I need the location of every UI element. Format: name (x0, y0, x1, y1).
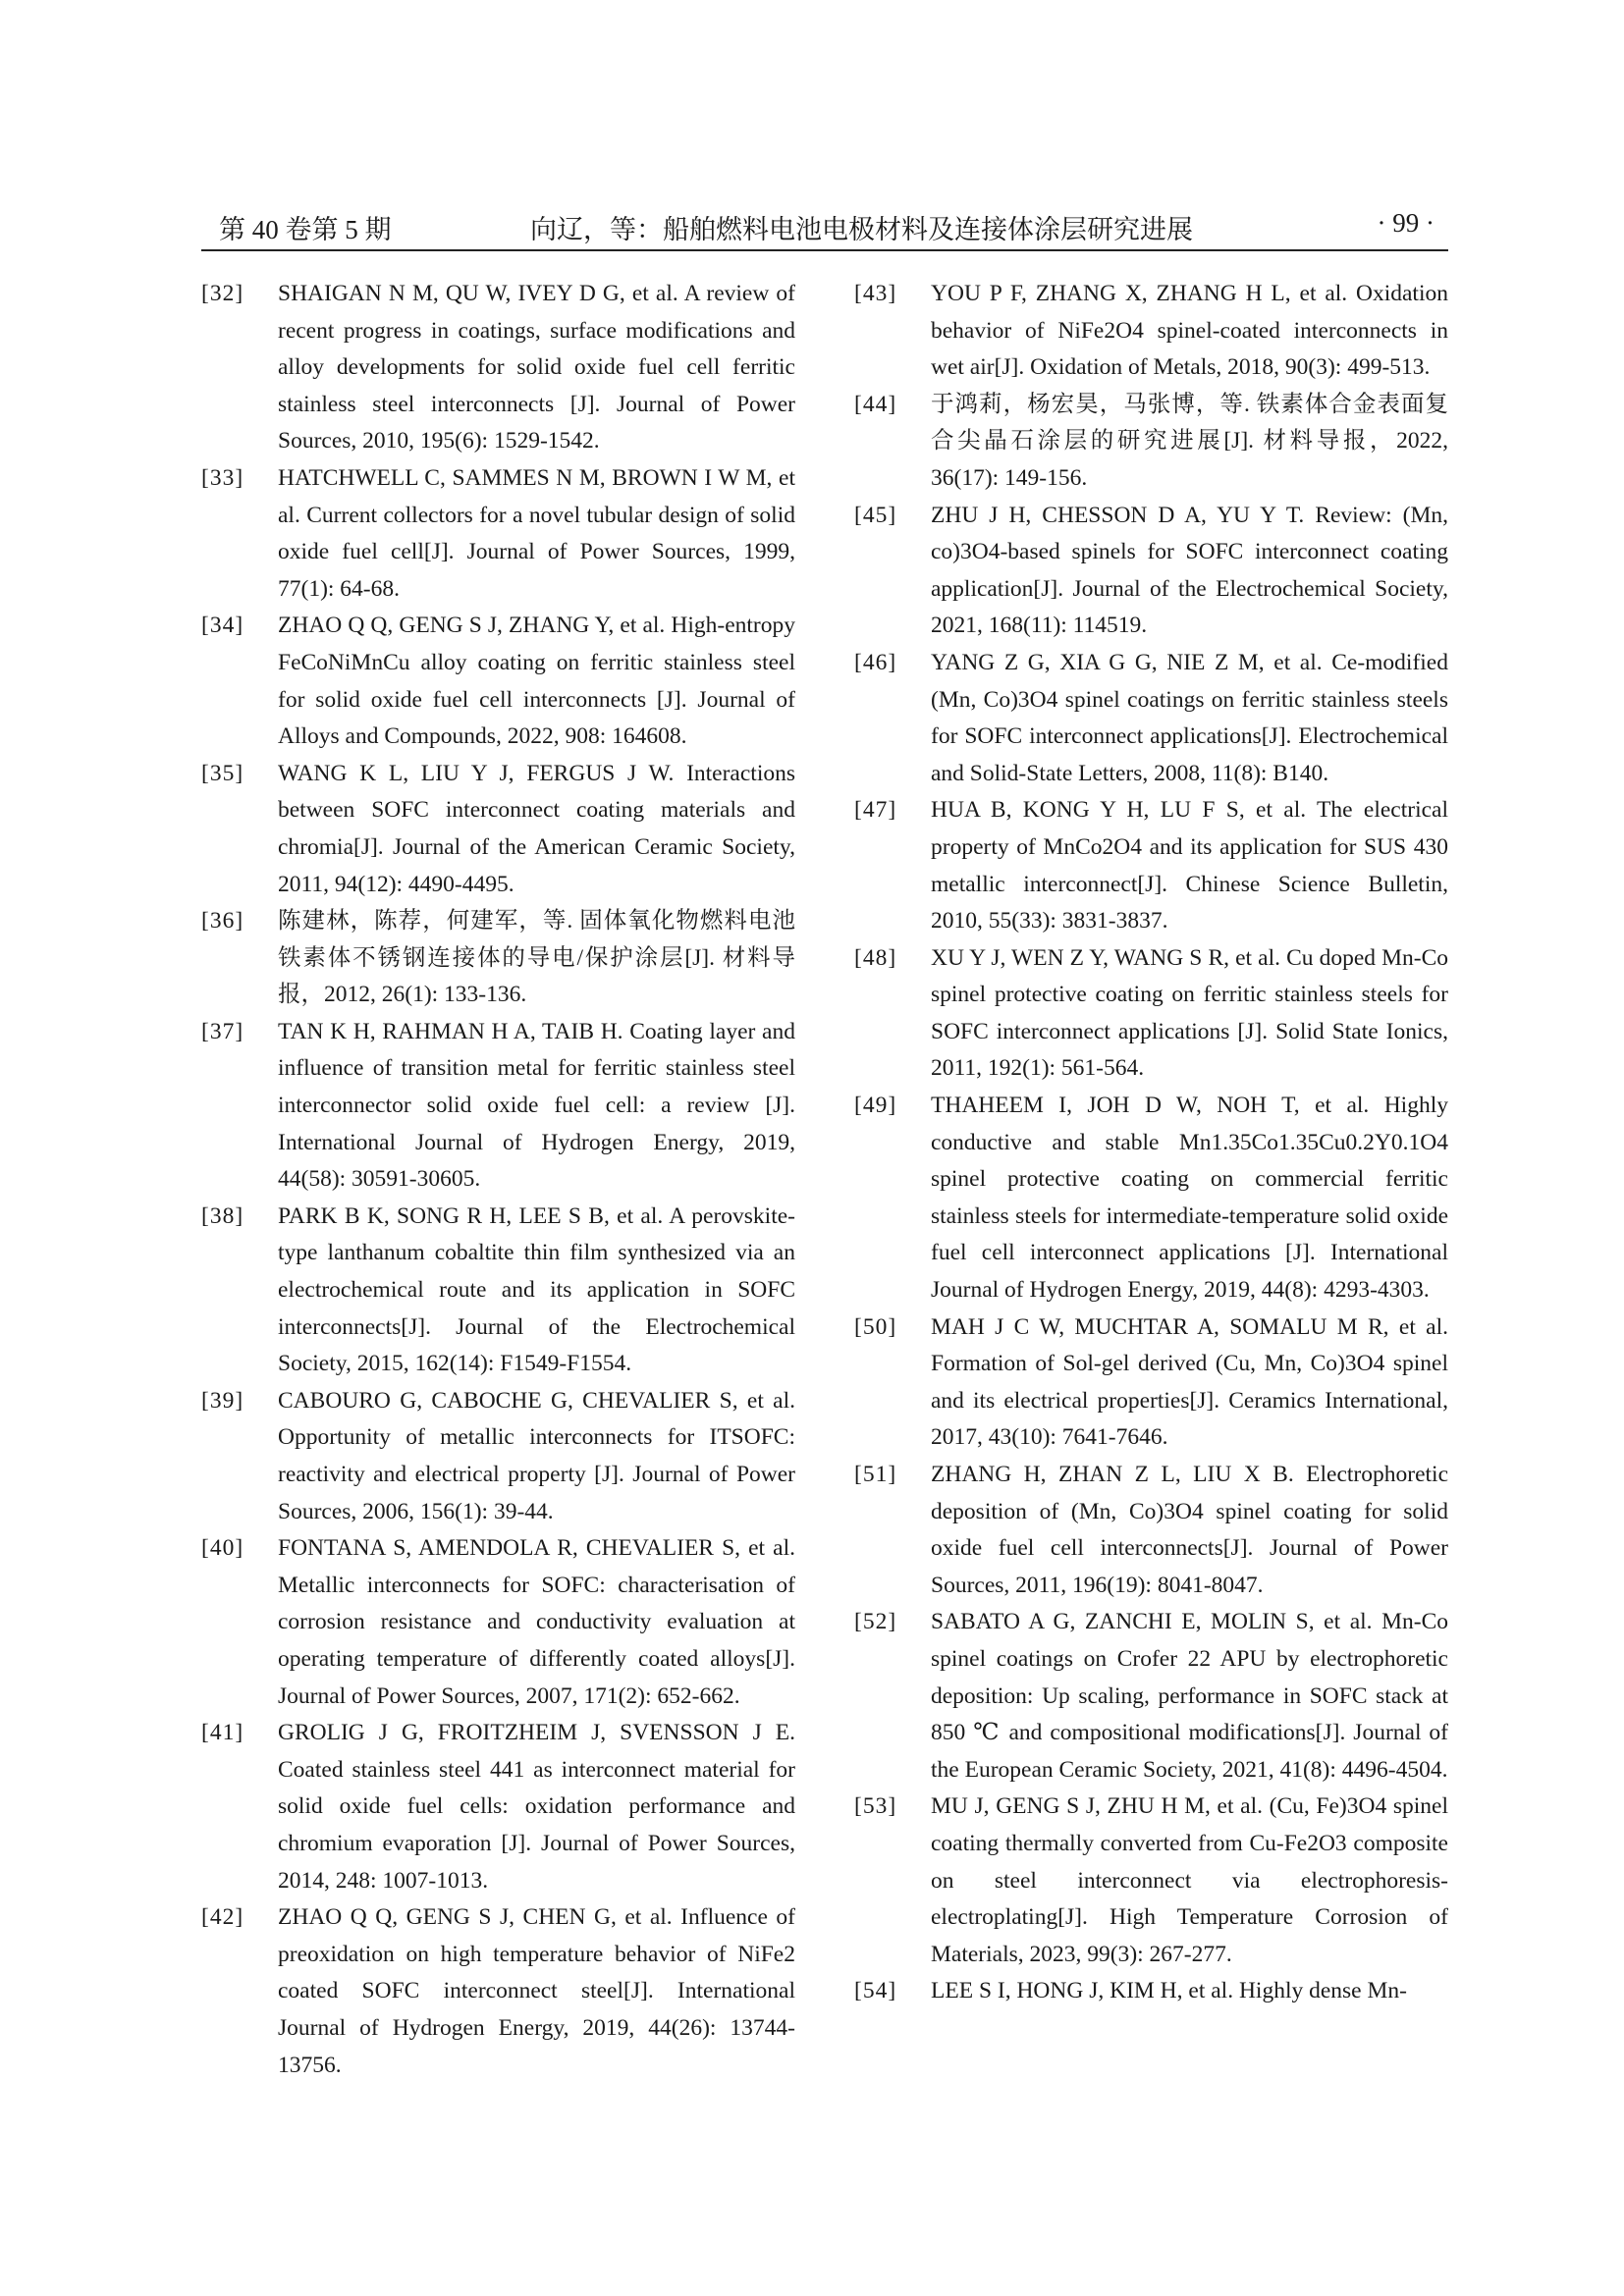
reference-text: YANG Z G, XIA G G, NIE Z M, et al. Ce-modified (Mn, Co)3O4 spinel coatings on ferritic stainless steels for SOFC interconnect applications[J]. Electrochemical and Solid-State Letters, 2008, 11(8): B140. (931, 649, 1448, 786)
reference-entry (201, 1715, 795, 1899)
reference-number: [35] (201, 760, 244, 786)
reference-entry (201, 903, 795, 1014)
reference-number: [36] (201, 908, 244, 934)
volume-issue-label: 第 40 卷第 5 期 (219, 215, 392, 244)
running-header (201, 206, 1448, 251)
reference-text: HUA B, KONG Y H, LU F S, et al. The electrical property of MnCo2O4 and its application for SUS 430 metallic interconnect[J]. Chinese Science Bulletin, 2010, 55(33): 3831-3837. (931, 797, 1448, 934)
reference-entry (854, 1457, 1448, 1604)
reference-text: YOU P F, ZHANG X, ZHANG H L, et al. Oxidation behavior of NiFe2O4 spinel-coated interconnects in wet air[J]. Oxidation of Metals, 2018, 90(3): 499-513. (931, 281, 1448, 381)
reference-number: [37] (201, 1018, 244, 1044)
reference-entry (201, 460, 795, 608)
reference-text: MAH J C W, MUCHTAR A, SOMALU M R, et al. Formation of Sol-gel derived (Cu, Mn, Co)3O4 spinel and its electrical properties[J]. Ceramics International, 2017, 43(10): 7641-7646. (931, 1313, 1448, 1451)
reference-entry (854, 276, 1448, 387)
reference-entry (201, 756, 795, 903)
reference-number: [41] (201, 1720, 244, 1746)
reference-entry (854, 645, 1448, 792)
reference-text: LEE S I, HONG J, KIM H, et al. Highly dense Mn- (931, 1978, 1407, 2004)
reference-entry (201, 1899, 795, 2084)
reference-number: [52] (854, 1609, 897, 1635)
reference-text: ZHAO Q Q, GENG S J, CHEN G, et al. Influence of preoxidation on high temperature behavior of NiFe2 coated SOFC interconnect steel[J]. International Journal of Hydrogen Energy, 2019, 44(26): 13744-13756. (278, 1904, 795, 2078)
reference-entry (854, 1309, 1448, 1457)
reference-number: [40] (201, 1535, 244, 1562)
reference-entry (854, 1973, 1448, 2010)
reference-entry (201, 276, 795, 460)
reference-text: PARK B K, SONG R H, LEE S B, et al. A perovskite-type lanthanum cobaltite thin film synthesized via an electrochemical route and its application in SOFC interconnects[J]. Journal of the Electrochemical Society, 2015, 162(14): F1549-F1554. (278, 1202, 795, 1377)
reference-number: [47] (854, 797, 897, 824)
reference-number: [48] (854, 944, 897, 971)
reference-number: [32] (201, 281, 244, 306)
reference-text: ZHAO Q Q, GENG S J, ZHANG Y, et al. High-entropy FeCoNiMnCu alloy coating on ferritic stainless steel for solid oxide fuel cell interconnects [J]. Journal of Alloys and Compounds, 2022, 908: 164608. (278, 613, 795, 750)
reference-text: ZHANG H, ZHAN Z L, LIU X B. Electrophoretic deposition of (Mn, Co)3O4 spinel coating for solid oxide fuel cell interconnects[J]. Journal of Power Sources, 2011, 196(19): 8041-8047. (931, 1462, 1448, 1598)
reference-text: SHAIGAN N M, QU W, IVEY D G, et al. A review of recent progress in coatings, surface modifications and alloy developments for solid oxide fuel cell ferritic stainless steel interconnects [J]. Journal of Power Sources, 2010, 195(6): 1529-1542. (278, 281, 795, 454)
reference-text: XU Y J, WEN Z Y, WANG S R, et al. Cu doped Mn-Co spinel protective coating on ferritic stainless steels for SOFC interconnect applications [J]. Solid State Ionics, 2011, 192(1): 561-564. (931, 944, 1448, 1082)
reference-text: MU J, GENG S J, ZHU H M, et al. (Cu, Fe)3O4 spinel coating thermally converted from Cu-Fe2O3 composite on steel interconnect via electrophoresis-electroplating[J]. High Temperature Corrosion of Materials, 2023, 99(3): 267-277. (931, 1793, 1448, 1967)
reference-entry (854, 498, 1448, 645)
reference-number: [38] (201, 1202, 244, 1229)
reference-number: [39] (201, 1387, 244, 1414)
reference-text: CABOURO G, CABOCHE G, CHEVALIER S, et al. Opportunity of metallic interconnects for ITSOFC: reactivity and electrical property [J]. Journal of Power Sources, 2006, 156(1): 39-44. (278, 1387, 795, 1524)
reference-text: WANG K L, LIU Y J, FERGUS J W. Interactions between SOFC interconnect coating materials and chromia[J]. Journal of the American Ceramic Society, 2011, 94(12): 4490-4495. (278, 760, 795, 897)
reference-number: [54] (854, 1978, 897, 2004)
reference-entry (854, 940, 1448, 1088)
reference-entry (201, 608, 795, 755)
reference-entry (201, 1383, 795, 1530)
reference-number: [51] (854, 1462, 897, 1487)
reference-text: GROLIG J G, FROITZHEIM J, SVENSSON J E. Coated stainless steel 441 as interconnect material for solid oxide fuel cells: oxidation performance and chromium evaporation [J]. Journal of Power Sources, 2014, 248: 1007-1013. (278, 1720, 795, 1894)
reference-entry (854, 792, 1448, 939)
reference-column-right (854, 276, 1448, 2010)
reference-column-left (201, 276, 795, 2084)
reference-number: [43] (854, 281, 897, 306)
reference-number: [42] (201, 1904, 244, 1931)
reference-number: [53] (854, 1793, 897, 1820)
reference-text: SABATO A G, ZANCHI E, MOLIN S, et al. Mn-Co spinel coatings on Crofer 22 APU by electrophoretic deposition: Up scaling, performance in SOFC stack at 850 ℃ and compositional modifications[J]. Journal of the European Ceramic Society, 2021, 41(8): 4496-4504. (931, 1609, 1448, 1783)
reference-text: THAHEEM I, JOH D W, NOH T, et al. Highly conductive and stable Mn1.35Co1.35Cu0.2Y0.1O4 spinel protective coating on commercial ferritic stainless steels for intermediate-temperature solid oxide fuel cell interconnect applications [J]. International Journal of Hydrogen Energy, 2019, 44(8): 4293-4303. (931, 1093, 1448, 1304)
reference-entry (854, 1604, 1448, 1789)
reference-entry (854, 1789, 1448, 1973)
reference-entry (854, 1088, 1448, 1309)
reference-number: [50] (854, 1313, 897, 1340)
reference-number: [34] (201, 613, 244, 639)
reference-entry (201, 1530, 795, 1715)
article-running-title: 向辽，等：船舶燃料电池电极材料及连接体涂层研究进展 (530, 215, 1193, 244)
reference-text: TAN K H, RAHMAN H A, TAIB H. Coating layer and influence of transition metal for ferritic stainless steel interconnector solid oxide fuel cell: a review [J]. International Journal of Hydrogen Energy, 2019, 44(58): 30591-30605. (278, 1018, 795, 1193)
reference-text: FONTANA S, AMENDOLA R, CHEVALIER S, et al. Metallic interconnects for SOFC: characterisation of corrosion resistance and conductivity evaluation at operating temperature of differently coated alloys[J]. Journal of Power Sources, 2007, 171(2): 652-662. (278, 1535, 795, 1709)
reference-entry (201, 1199, 795, 1383)
reference-number: [46] (854, 649, 897, 675)
page-number: · 99 · (1377, 208, 1435, 238)
reference-text: 陈建林，陈荐，何建军，等. 固体氧化物燃料电池铁素体不锈钢连接体的导电/保护涂层[J]. 材料导报，2012, 26(1): 133-136. (278, 908, 795, 1008)
reference-number: [49] (854, 1093, 897, 1119)
reference-entry (201, 1014, 795, 1199)
reference-entry (854, 387, 1448, 498)
reference-number: [44] (854, 391, 897, 417)
reference-number: [45] (854, 502, 897, 528)
reference-text: ZHU J H, CHESSON D A, YU Y T. Review: (Mn, co)3O4-based spinels for SOFC interconnect coating application[J]. Journal of the Electrochemical Society, 2021, 168(11): 114519. (931, 502, 1448, 639)
reference-text: 于鸿莉，杨宏昊，马张博，等. 铁素体合金表面复合尖晶石涂层的研究进展[J]. 材料导报，2022, 36(17): 149-156. (931, 391, 1448, 491)
reference-text: HATCHWELL C, SAMMES N M, BROWN I W M, et al. Current collectors for a novel tubular design of solid oxide fuel cell[J]. Journal of Power Sources, 1999, 77(1): 64-68. (278, 464, 795, 602)
reference-number: [33] (201, 464, 244, 491)
